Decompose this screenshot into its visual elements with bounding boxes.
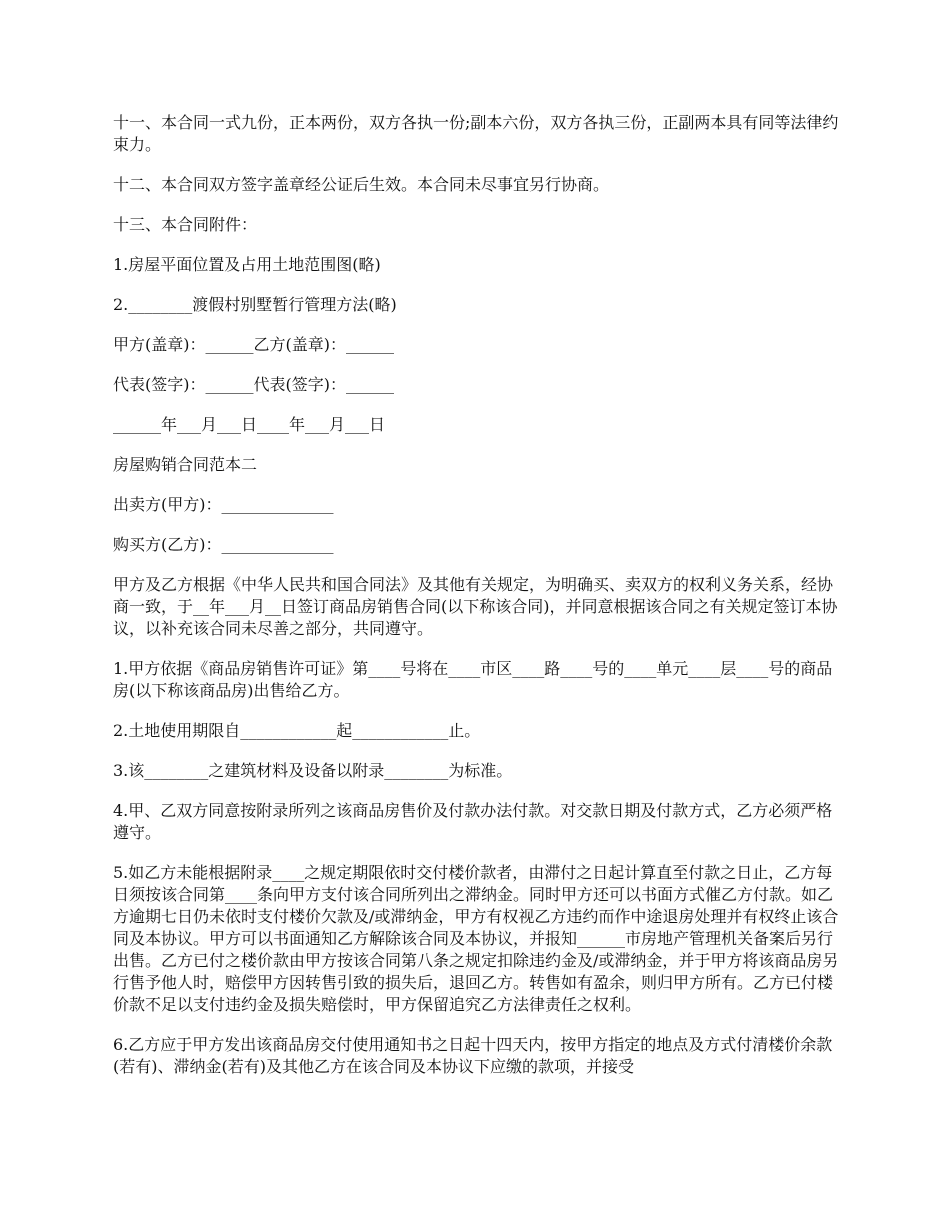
- article-5: 5.如乙方未能根据附录____之规定期限依时交付楼价款者，由滞付之日起计算直至付款之日止，乙方每日须按该合同第____条向甲方支付该合同所列出之滞纳金。同时甲方还可以书面方式催乙方付款。如乙方逾期七日仍未依时支付楼价欠款及/或滞纳金，甲方有权视乙方违约而作中途退房处理并有权终止该合同及本协议。甲方可以书面通知乙方解除该合同及本协议，并报知______市房地产管理机关备案后另行出售。乙方已付之楼价款由甲方按该合同第八条之规定扣除违约金及/或滞纳金，并于甲方将该商品房另行售予他人时，赔偿甲方因转售引致的损失后，退回乙方。转售如有盈余，则归甲方所有。乙方已付楼价款不足以支付违约金及损失赔偿时，甲方保留追究乙方法律责任之权利。: [113, 863, 839, 1014]
- clause-11: 十一、本合同一式九份，正本两份，双方各执一份;副本六份，双方各执三份，正副两本具有同等法律约束力。: [113, 113, 839, 154]
- date-line: ______年___月___日____年___月___日: [113, 415, 386, 434]
- attachment-2: 2.________渡假村别墅暂行管理方法(略): [113, 295, 397, 314]
- section-title: 房屋购销合同范本二: [113, 455, 258, 474]
- article-4: 4.甲、乙双方同意按附录所列之该商品房售价及付款办法付款。对交款日期及付款方式，乙方必须严格遵守。: [113, 801, 833, 842]
- article-1: 1.甲方依据《商品房销售许可证》第____号将在____市区____路____号的____单元____层____号的商品房(以下称该商品房)出售给乙方。: [113, 659, 833, 700]
- signature-line: 代表(签字)：______代表(签字)：______: [113, 375, 394, 394]
- seal-line: 甲方(盖章)：______乙方(盖章)：______: [113, 335, 394, 354]
- clause-12: 十二、本合同双方签字盖章经公证后生效。本合同未尽事宜另行协商。: [113, 175, 610, 194]
- clause-13-heading: 十三、本合同附件：: [113, 215, 258, 234]
- article-2: 2.土地使用期限自____________起____________止。: [113, 721, 481, 740]
- article-6: 6.乙方应于甲方发出该商品房交付使用通知书之日起十四天内，按甲方指定的地点及方式付清楼价余款(若有)、滞纳金(若有)及其他乙方在该合同及本协议下应缴的款项，并接受: [113, 1035, 833, 1076]
- attachment-1: 1.房屋平面位置及占用土地范围图(略): [113, 255, 381, 274]
- seller-line: 出卖方(甲方)：______________: [113, 495, 334, 514]
- preamble: 甲方及乙方根据《中华人民共和国合同法》及其他有关规定，为明确买、卖双方的权利义务关系，经协商一致，于__年___月__日签订商品房销售合同(以下称该合同)，并同意根据该合同之有关规定签订本协议，以补充该合同未尽善之部分，共同遵守。: [113, 575, 838, 638]
- article-3: 3.该________之建筑材料及设备以附录________为标准。: [113, 761, 513, 780]
- document-body: [113, 112, 839, 1096]
- buyer-line: 购买方(乙方)：______________: [113, 535, 334, 554]
